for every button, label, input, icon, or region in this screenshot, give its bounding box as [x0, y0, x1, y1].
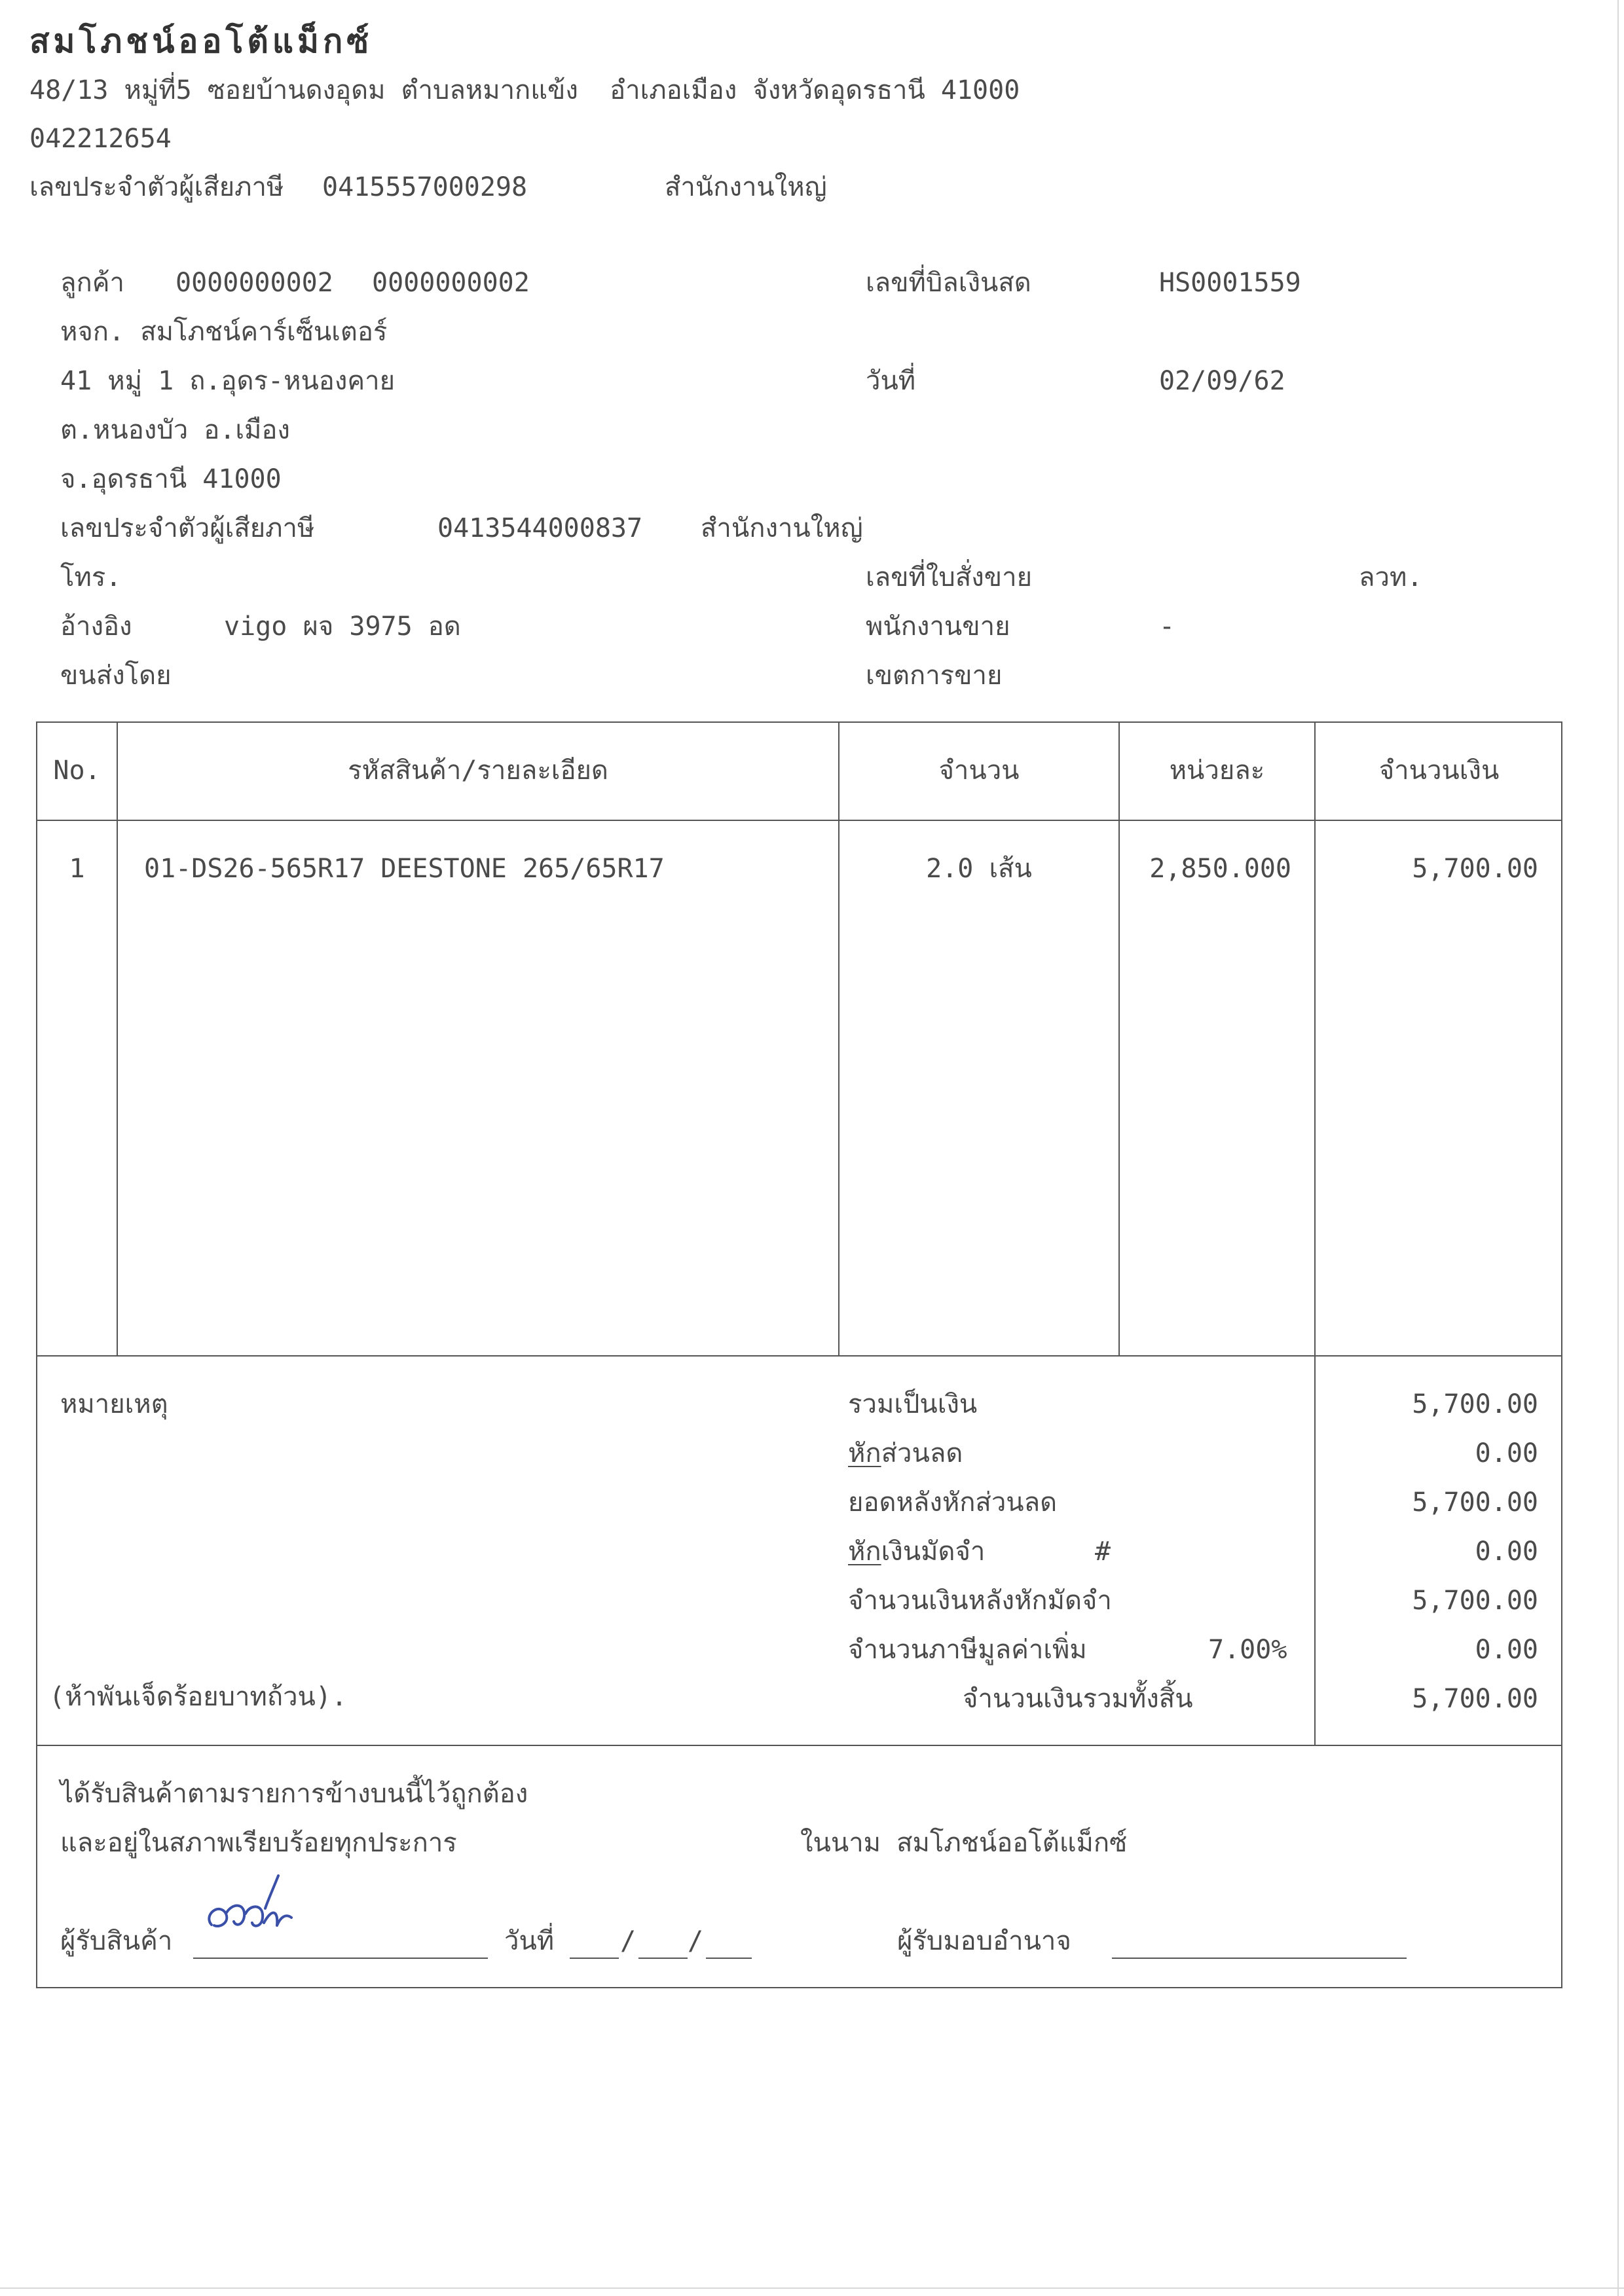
authorized-signature-line [1112, 1958, 1407, 1959]
row-1-unit-price: 2,850.000 [1149, 854, 1291, 884]
company-phone: 042212654 [29, 124, 172, 154]
bill-salesperson: - [1159, 611, 1175, 642]
receipt-date-day-line [570, 1958, 619, 1959]
summary-deposit-label [848, 1539, 985, 1565]
summary-deposit-word: เงินมัดจำ [881, 1537, 986, 1567]
summary-discount-deduct-word: หัก [848, 1438, 881, 1468]
bill-area-label: เขตการขาย [866, 661, 1003, 691]
summary-vat-label: จำนวนภาษีมูลค่าเพิ่ม [848, 1635, 1087, 1665]
row-1-description: 01-DS26-565R17 DEESTONE 265/65R17 [144, 854, 665, 884]
table-bottom-divider [36, 1355, 1562, 1357]
summary-after-discount-label: ยอดหลังหักส่วนลด [848, 1487, 1058, 1518]
customer-branch: สำนักงานใหญ่ [701, 513, 863, 543]
summary-after-discount-value: 5,700.00 [1412, 1487, 1538, 1518]
company-name: สมโภชน์ออโต้แม็กซ์ [29, 22, 373, 60]
amount-in-words: (ห้าพันเจ็ดร้อยบาทถ้วน). [49, 1682, 348, 1712]
receipt-date-slash-2: / [688, 1926, 704, 1956]
company-tax-id-label: เลขประจำตัวผู้เสียภาษี [29, 172, 284, 202]
table-header-divider [36, 820, 1562, 821]
summary-vat-value: 0.00 [1475, 1635, 1538, 1665]
summary-after-deposit-label: จำนวนเงินหลังหักมัดจำ [848, 1586, 1112, 1616]
customer-phone-label: โทร. [60, 562, 122, 592]
customer-ref-label: อ้างอิง [60, 611, 132, 642]
summary-subtotal-value: 5,700.00 [1412, 1389, 1538, 1419]
on-behalf-of: ในนาม สมโภชน์ออโต้แม็กซ์ [800, 1828, 1128, 1858]
customer-code-2: 0000000002 [372, 268, 530, 298]
bill-date: 02/09/62 [1159, 366, 1285, 396]
receipt-date-month-line [638, 1958, 688, 1959]
bill-date-label: วันที่ [866, 366, 916, 396]
row-1-no: 1 [69, 854, 85, 884]
summary-discount-label [848, 1440, 963, 1467]
summary-bottom-divider [36, 1745, 1562, 1746]
received-statement-line-2: และอยู่ในสภาพเรียบร้อยทุกประการ [60, 1828, 457, 1858]
customer-address-3: จ.อุดรธานี 41000 [60, 464, 282, 494]
customer-tax-id: 0413544000837 [437, 513, 643, 543]
receiver-label: ผู้รับสินค้า [60, 1926, 173, 1956]
customer-label: ลูกค้า [60, 268, 124, 298]
receipt-date-year-line [706, 1958, 752, 1959]
customer-address-2: ต.หนองบัว อ.เมือง [60, 415, 290, 445]
column-divider-quantity [1118, 721, 1120, 1355]
column-divider-description [838, 721, 840, 1355]
customer-tax-id-label: เลขประจำตัวผู้เสียภาษี [60, 513, 315, 543]
summary-deposit-deduct-word: หัก [848, 1537, 881, 1567]
bill-number-label: เลขที่บิลเงินสด [866, 268, 1031, 298]
scan-edge-right [1617, 0, 1619, 2296]
customer-ship-label: ขนส่งโดย [60, 661, 172, 691]
summary-deposit-hash: # [1095, 1537, 1111, 1567]
summary-grand-total-value: 5,700.00 [1412, 1684, 1538, 1714]
header-amount: จำนวนเงิน [1378, 756, 1500, 786]
column-divider-no [117, 721, 118, 1355]
summary-grand-total-label: จำนวนเงินรวมทั้งสิ้น [963, 1684, 1193, 1714]
header-description: รหัสสินค้า/รายละเอียด [348, 756, 608, 786]
row-1-amount: 5,700.00 [1412, 854, 1538, 884]
row-1-quantity: 2.0 เส้น [926, 854, 1032, 884]
receiver-signature [200, 1863, 311, 1941]
company-address: 48/13 หมู่ที่5 ซอยบ้านดงอุดม ตำบลหมากแข้ง อำเภอเมือง จังหวัดอุดรธานี 41000 [29, 75, 1020, 105]
company-tax-id: 0415557000298 [322, 172, 528, 202]
bill-order-label: เลขที่ใบสั่งขาย [866, 562, 1033, 592]
remark-label: หมายเหตุ [60, 1389, 168, 1419]
authorized-label: ผู้รับมอบอำนาจ [897, 1926, 1071, 1956]
customer-code: 0000000002 [175, 268, 333, 298]
received-statement-line-1: ได้รับสินค้าตามรายการข้างบนนี้ไว้ถูกต้อง [60, 1779, 528, 1809]
receipt-date-label: วันที่ [504, 1926, 555, 1956]
header-quantity: จำนวน [938, 756, 1020, 786]
summary-subtotal-label: รวมเป็นเงิน [848, 1389, 978, 1419]
customer-ref-value: vigo ผจ 3975 อด [224, 611, 461, 642]
bill-order-extra: ลวท. [1359, 562, 1423, 592]
summary-deposit-value: 0.00 [1475, 1537, 1538, 1567]
scan-edge-bottom [0, 2287, 1624, 2289]
summary-discount-value: 0.00 [1475, 1438, 1538, 1468]
receipt-date-slash-1: / [620, 1926, 637, 1956]
customer-name: หจก. สมโภชน์คาร์เซ็นเตอร์ [60, 317, 388, 347]
company-branch: สำนักงานใหญ่ [665, 172, 827, 202]
bill-number: HS0001559 [1159, 268, 1301, 298]
header-unit-price: หน่วยละ [1169, 756, 1265, 786]
summary-vat-rate: 7.00% [1208, 1635, 1287, 1665]
header-no: No. [53, 756, 101, 786]
receiver-signature-line [193, 1958, 488, 1959]
customer-address-1: 41 หมู่ 1 ถ.อุดร-หนองคาย [60, 366, 396, 396]
summary-discount-word: ส่วนลด [881, 1438, 963, 1468]
summary-after-deposit-value: 5,700.00 [1412, 1586, 1538, 1616]
bill-salesperson-label: พนักงานขาย [866, 611, 1010, 642]
